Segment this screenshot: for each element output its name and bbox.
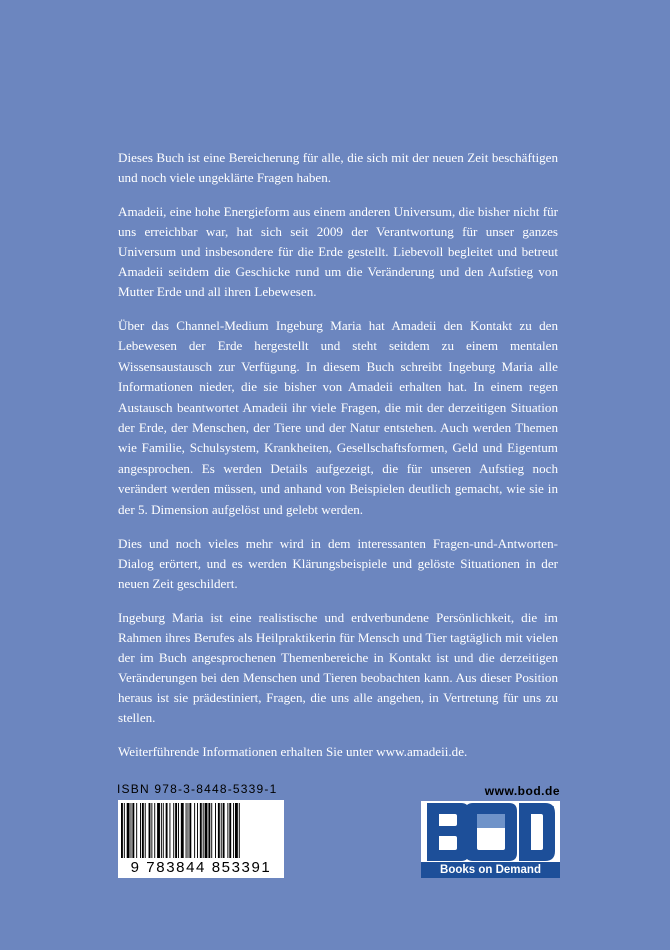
barcode-bar	[186, 803, 187, 859]
barcode-bar	[127, 803, 130, 859]
barcode-bar	[194, 803, 195, 859]
barcode-bar	[200, 803, 202, 859]
paragraph-intro: Dieses Buch ist eine Bereicherung für alle, die sich mit der neuen Zeit beschäftigen und noch viele ungeklärte Fragen haben.	[118, 150, 558, 185]
barcode-bar	[189, 803, 191, 859]
barcode-bar	[163, 803, 164, 859]
barcode-bar	[157, 803, 160, 859]
barcode-bar	[154, 803, 155, 859]
barcode-bar	[211, 803, 212, 859]
barcode-bar	[131, 803, 132, 859]
barcode-bar	[221, 803, 222, 859]
barcode-bar	[229, 803, 231, 859]
publisher-tagline: Books on Demand	[421, 862, 560, 878]
paragraph-channel-medium: Über das Channel-Medium Ingeburg Maria hat Amadeii den Kontakt zu den Lebewesen der Erde hergestellt und steht seitdem zu einem mentalen Wissensaustausch zur Verfügung. In diesem Buch schreibt Ingeburg Maria alle Informationen nieder, die sie bisher von Amadeii erhalten hat. In einem regen Austausch beantwortet Amadeii ihr viele Fragen, die mit der derzeitigen Situation der Erde, der Menschen, der Tiere und der Natur entstehen. Auch werden Themen wie Familie, Schulsystem, Krankheiten, Gesellschaftsformen, Geld und Eigentum angesprochen. Es werden Details aufgezeigt, die für unseren Aufstieg noch verändert werden müssen, und anhand von Beispielen deutlich gemacht, wie sie in der 5. Dimension aufgelöst und gelebt werden.	[118, 318, 558, 517]
barcode-bar	[161, 803, 162, 859]
barcode-bar	[173, 803, 174, 859]
barcode-bar	[169, 803, 170, 859]
paragraph-website: Weiterführende Informationen erhalten Sie unter www.amadeii.de.	[118, 744, 468, 760]
barcode-bar	[215, 803, 216, 859]
barcode-bar	[166, 803, 168, 859]
barcode-bar	[132, 803, 134, 859]
barcode-bar	[145, 803, 146, 859]
barcode-bar	[140, 803, 141, 859]
trademark-mark: TM	[547, 806, 555, 812]
barcode-bar	[149, 803, 151, 859]
barcode-bar	[197, 803, 198, 859]
barcode-bar	[188, 803, 189, 859]
barcode-bar	[235, 803, 238, 859]
paragraph-author: Ingeburg Maria ist eine realistische und erdverbundene Persönlichkeit, die im Rahmen ihres Berufes als Heilpraktikerin für Mensch und Tier tagtäglich mit vielen der im Buch angesprochenen Themenbereiche in Kontakt ist und die derzeitigen Veränderungen bei den Menschen und Tieren beobachten kann. Aus dieser Position heraus ist sie prädestiniert, Fragen, die uns alle angehen, in Vertretung für uns zu stellen.	[118, 610, 558, 726]
barcode-bar	[203, 803, 204, 859]
barcode-bar	[205, 803, 208, 859]
barcode-bar	[151, 803, 152, 859]
barcode-bar	[218, 803, 220, 859]
paragraph-dialog: Dies und noch vieles mehr wird in dem interessanten Fragen-und-Antworten-Dialog erörtert, und es werden Klärungsbeispiele und gelöste Situationen in der neuen Zeit geschildert.	[118, 536, 558, 592]
barcode-bar	[142, 803, 144, 859]
isbn-label: ISBN 978-3-8448-5339-1	[117, 782, 278, 796]
barcode-bar	[223, 803, 225, 859]
back-cover-text	[118, 148, 558, 776]
barcode-bar	[136, 803, 137, 859]
barcode-bar	[227, 803, 228, 859]
publisher-url: www.bod.de	[484, 784, 560, 798]
publisher-logo	[421, 801, 560, 877]
barcode-bar	[208, 803, 210, 859]
barcode-digits: 9 783844 853391	[118, 858, 284, 878]
barcode-bar	[233, 803, 234, 859]
barcode-bar	[175, 803, 177, 859]
bod-logo-mark	[421, 801, 560, 863]
paragraph-amadeii: Amadeii, eine hohe Energieform aus einem anderen Universum, die bisher nicht für uns erreichbar war, hat sich seit 2009 der Verantwortung für unser ganzes Universum und insbesondere für die Erde gestellt. Liebevoll begleitet und betreut Amadeii seitdem die Geschicke rund um die Veränderung und den Aufstieg von Mutter Erde und all ihren Lebewesen.	[118, 204, 558, 299]
barcode-bar	[178, 803, 179, 859]
